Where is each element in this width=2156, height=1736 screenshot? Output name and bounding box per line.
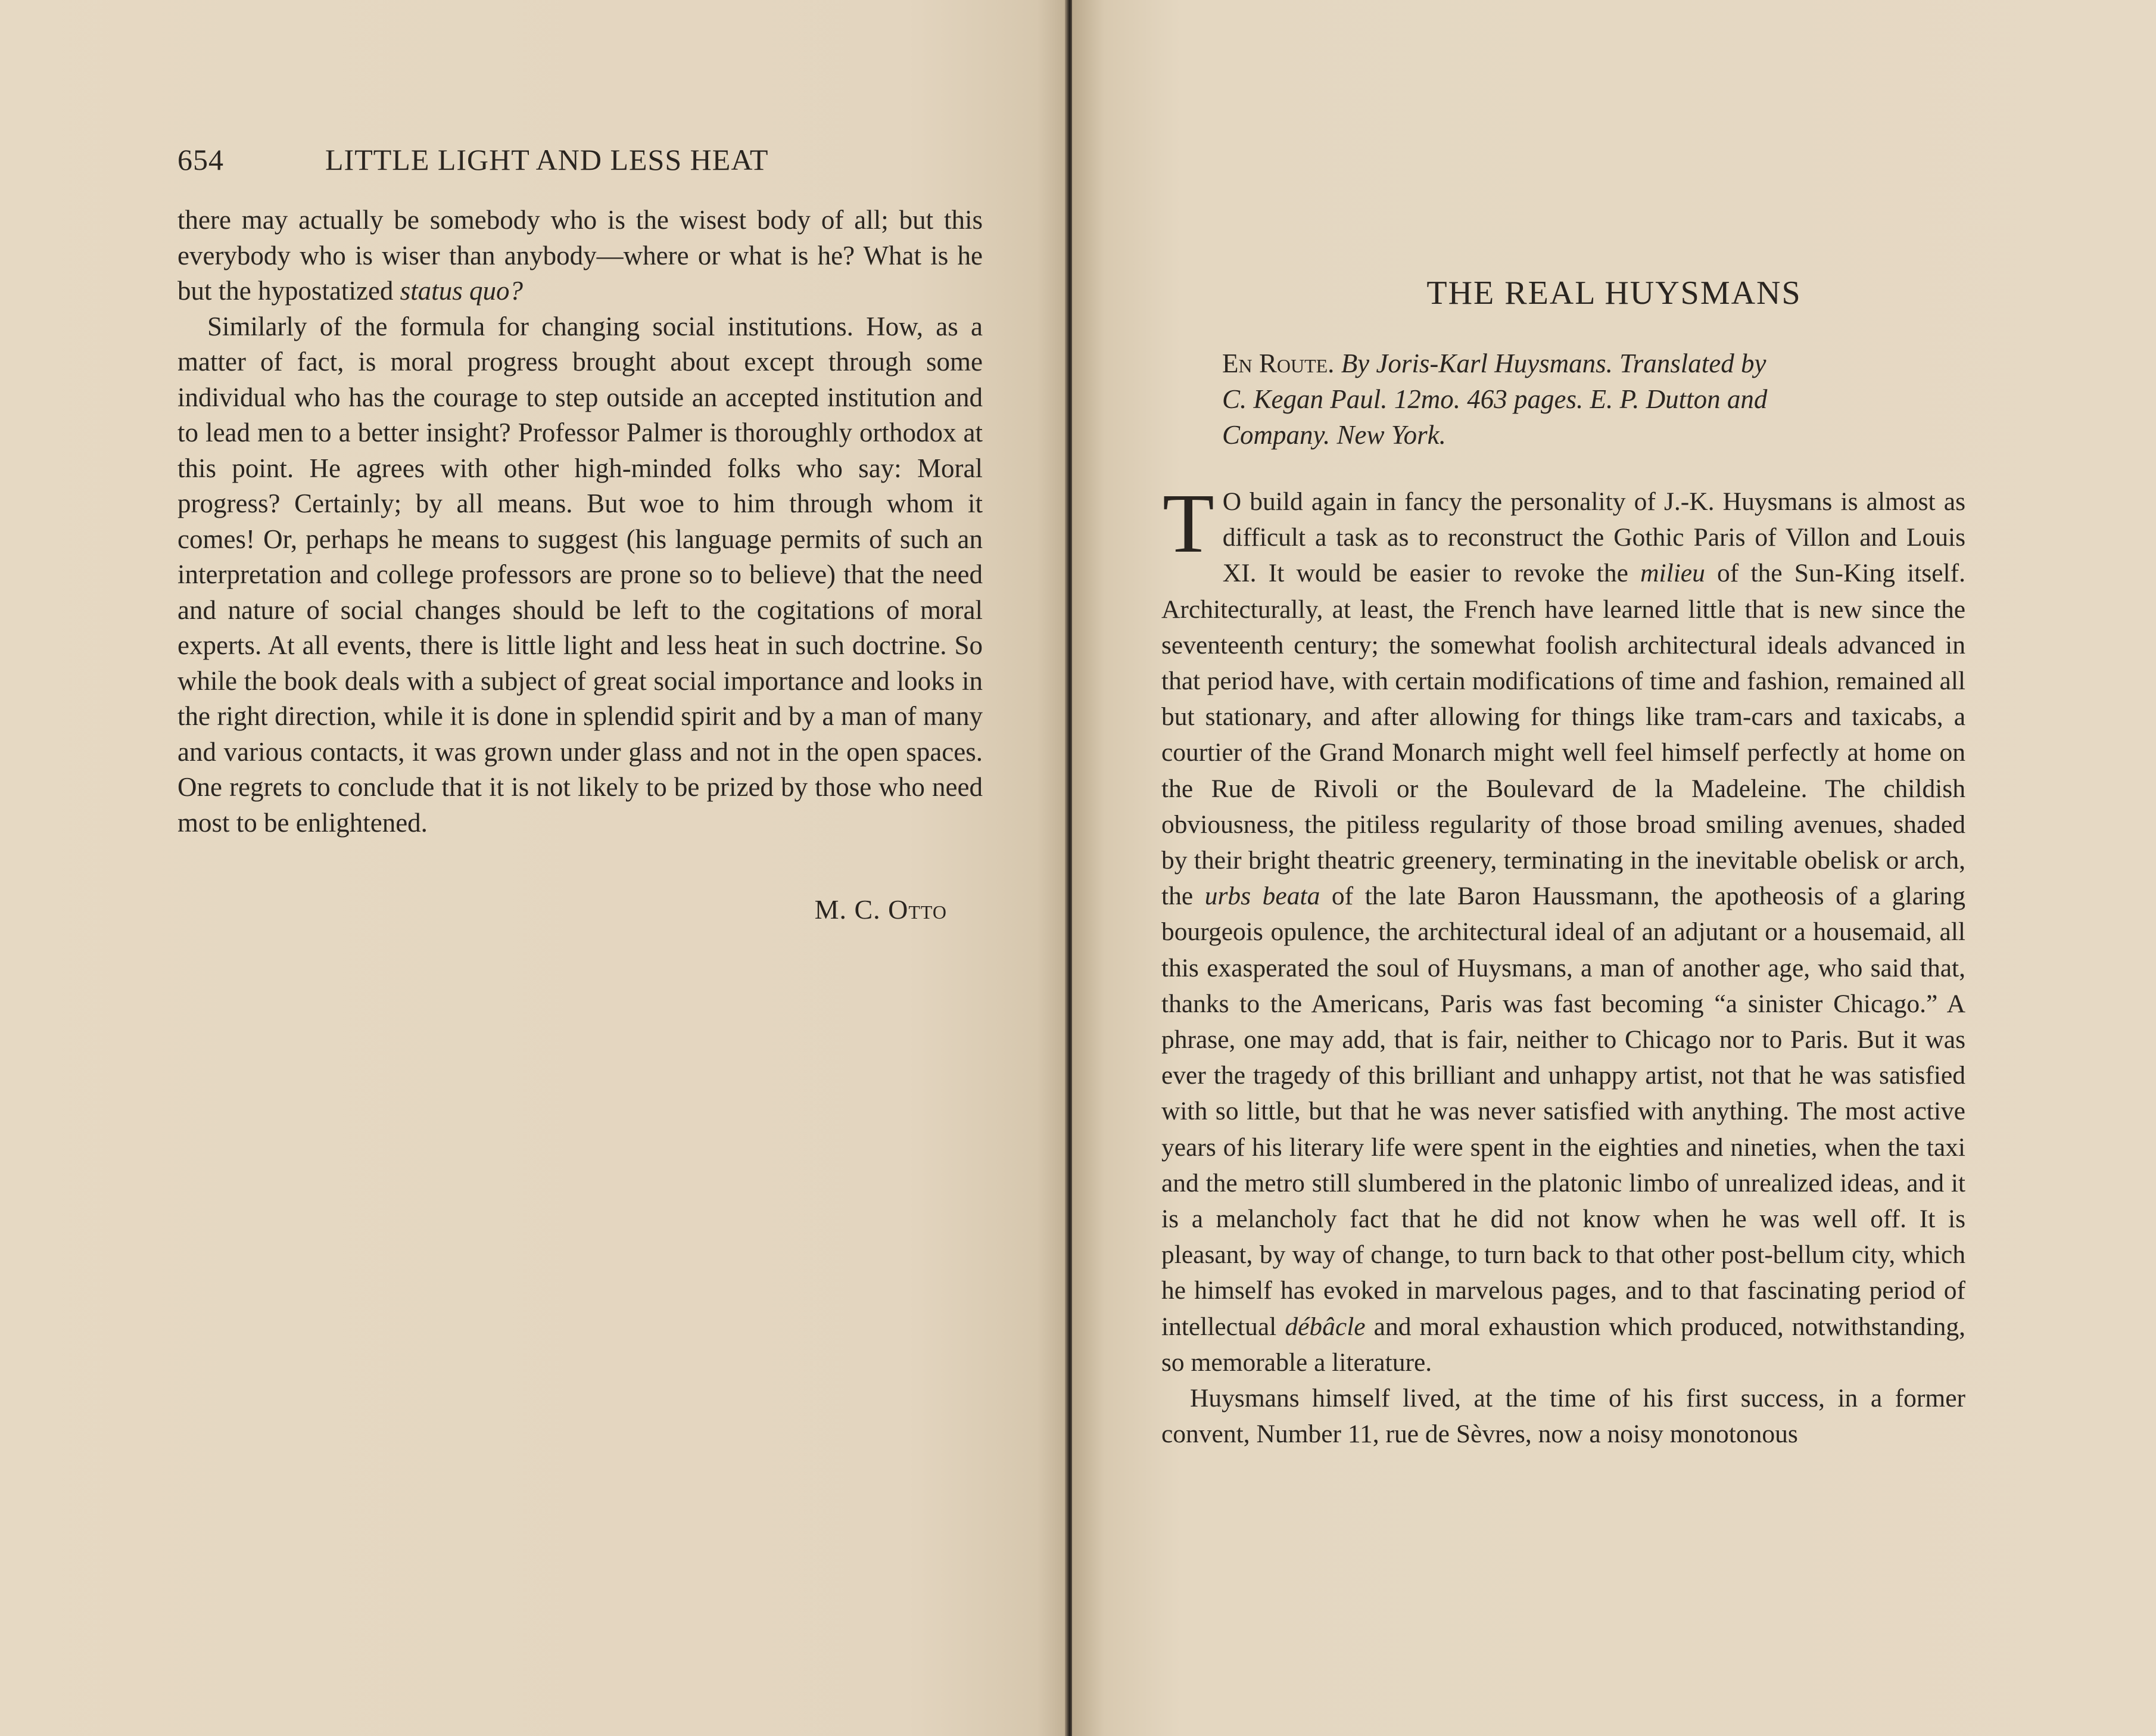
book-citation	[1222, 346, 1919, 453]
paragraph	[1161, 1380, 1965, 1452]
italic-run: status quo?	[400, 276, 523, 306]
author-signature: M. C. Otto	[814, 894, 947, 925]
text-run: of the Sun-King itself. Architecturally, at least, the French have learned little that is new since the seventeenth century; the somewhat foolish architectural ideals advanced in that period have, with certain modifications of time and fashion, remained all but stationary, and after allowing for things like tram-cars and taxicabs, a courtier of the Grand Monarch might well feel himself perfectly at home on the Rue de Rivoli or the Boulevard de la Madeleine. The childish obviousness, the pitiless regularity of those broad smiling avenues, shaded by their bright theatric greenery, terminating in the inevitable obelisk or arch, the	[1161, 559, 1965, 911]
text-run: Huysmans himself lived, at the time of his first success, in a former convent, Number 11, rue de Sèvres, now a noisy monotonous	[1161, 1384, 1965, 1449]
right-page	[1072, 0, 2156, 1736]
italic-run: débâcle	[1285, 1312, 1366, 1341]
book-title: En Route.	[1222, 349, 1335, 378]
paragraph	[177, 203, 983, 309]
text-run: and moral exhaustion which produced, notwithstanding, so memorable a literature.	[1161, 1312, 1965, 1377]
italic-run: urbs beata	[1204, 882, 1320, 911]
citation-line-2: C. Kegan Paul. 12mo. 463 pages. E. P. Dutton and	[1222, 384, 1768, 414]
running-head	[177, 142, 987, 178]
article-title: THE REAL HUYSMANS	[1426, 275, 1802, 312]
text-run: O build again in fancy the personality of J.-K. Huysmans is almost as difficult a task as to reconstruct the Gothic Paris of Villon and Louis XI. It would be easier to revoke the	[1222, 487, 1965, 588]
drop-cap: T	[1163, 476, 1214, 570]
citation-line-1	[1222, 346, 1919, 381]
paragraph	[177, 309, 983, 841]
italic-run: milieu	[1640, 559, 1705, 588]
page-number: 654	[177, 143, 224, 176]
paragraph	[1161, 476, 1965, 1380]
right-body-text	[1161, 476, 1965, 1452]
text-run: there may actually be somebody who is the wisest body of all; but this everybody who is wiser than anybody—where or what is he? What is he but the hypostatized	[177, 205, 983, 306]
left-body-text	[177, 203, 983, 841]
paragraph-body	[1161, 476, 1965, 1377]
left-page	[0, 0, 1069, 1736]
text-run: of the late Baron Haussmann, the apotheosis of a glaring bourgeois opulence, the architectural ideal of an adjutant or a housemaid, all this exasperated the soul of Huysmans, a man of another age, who said that, thanks to the Americans, Paris was fast becoming “a sinister Chicago.” A phrase, one may add, that is fair, neither to Chicago nor to Paris. But it was ever the tragedy of this brilliant and unhappy artist, not that he was satisfied with so little, but that he was never satisfied with anything. The most active years of his literary life were spent in the eighties and nineties, when the taxi and the metro still slumbered in the platonic limbo of unrealized ideas, and it is a melancholy fact that he did not know when he was well off. It is pleasant, by way of change, to turn back to that other post-bellum city, which he himself has evoked in marvelous pages, and to that fascinating period of intellectual	[1161, 882, 1965, 1341]
running-head-title: LITTLE LIGHT AND LESS HEAT	[325, 143, 769, 176]
citation-author: By Joris-Karl Huysmans. Translated by	[1341, 349, 1766, 378]
citation-line-3: Company. New York.	[1222, 420, 1446, 450]
text-run: Similarly of the formula for changing social institutions. How, as a matter of fact, is moral progress brought about except through some individual who has the courage to step outside an accepted institution and to lead men to a better insight? Professor Palmer is thoroughly orthodox at this point. He agrees with other high-minded folks who say: Moral progress? Certainly; by all means. But woe to him through whom it comes! Or, perhaps he means to suggest (his language permits of such an interpretation and college professors are prone so to believe) that the need and nature of social changes should be left to the cogitations of moral experts. At all events, there is little light and less heat in such doctrine. So while the book deals with a subject of great social importance and looks in the right direction, while it is done in splendid spirit and by a man of many and various contacts, it was grown under glass and not in the open spaces. One regrets to conclude that it is not likely to be prized by those who need most to be enlightened.	[177, 311, 983, 838]
